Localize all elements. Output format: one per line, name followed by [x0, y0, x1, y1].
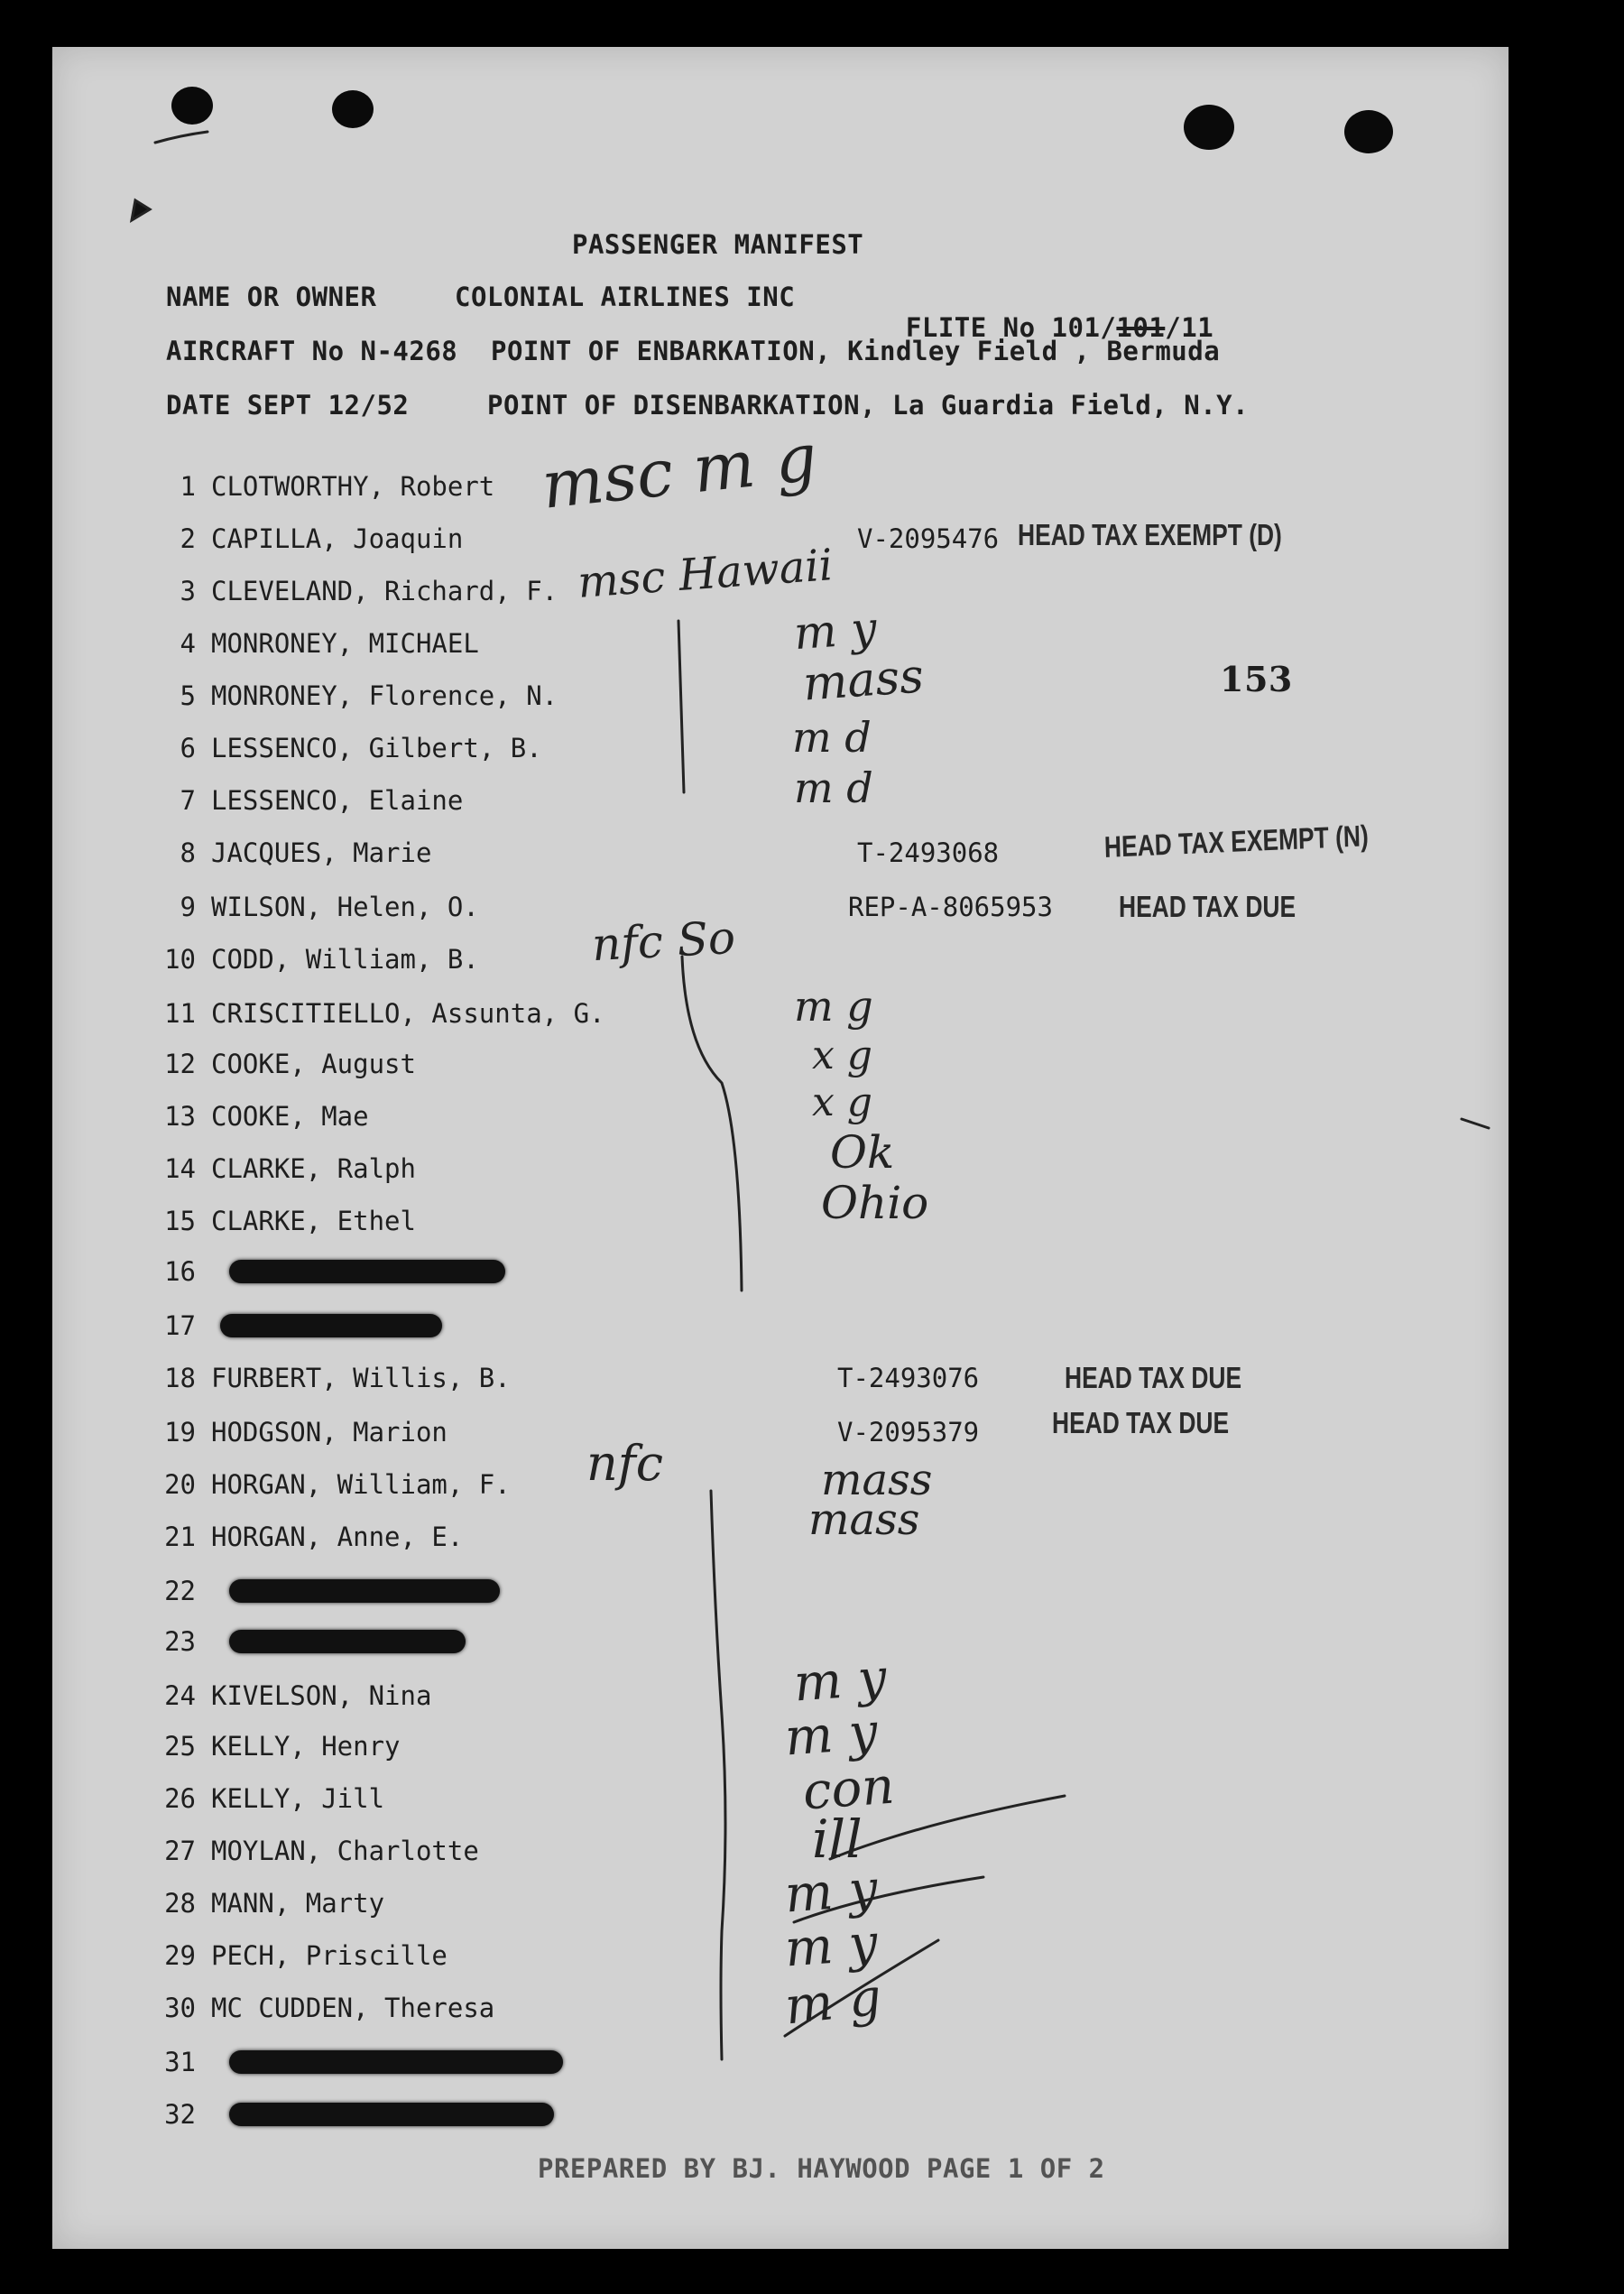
head-tax-stamp: HEAD TAX DUE [1065, 1361, 1242, 1394]
passenger-name: LESSENCO, Elaine [211, 785, 464, 816]
row-number: 20 [164, 1469, 196, 1500]
passenger-name: MOYLAN, Charlotte [211, 1836, 479, 1866]
row-number: 3 [180, 576, 196, 606]
row-number: 4 [180, 628, 196, 659]
row-number: 1 [180, 471, 196, 502]
handwritten-note: m d [794, 763, 873, 812]
passport-number: T-2493076 [837, 1363, 980, 1393]
handwritten-note: msc Hawaii [576, 540, 835, 608]
passenger-name: HODGSON, Marion [211, 1417, 448, 1448]
aircraft-number: AIRCRAFT No N-4268 [166, 336, 458, 366]
passenger-name: MONRONEY, Florence, N. [211, 680, 558, 711]
point-of-embarkation: POINT OF ENBARKATION, Kindley Field , Bermuda [491, 336, 1221, 366]
passenger-name: COOKE, Mae [211, 1101, 369, 1132]
owner-value: COLONIAL AIRLINES INC [455, 282, 796, 312]
row-number: 11 [164, 998, 196, 1029]
passenger-name: KIVELSON, Nina [211, 1680, 432, 1711]
page-number: 153 [1220, 659, 1293, 699]
passenger-name: CLEVELAND, Richard, F. [211, 576, 558, 606]
handwritten-note: m y [791, 1648, 889, 1714]
passenger-name: CRISCITIELLO, Assunta, G. [211, 998, 605, 1029]
row-number: 7 [180, 785, 196, 816]
handwritten-note: mass [801, 649, 926, 712]
handwritten-note: m g [781, 1967, 884, 2037]
handwritten-note: m y [792, 601, 879, 661]
passenger-name: PECH, Priscille [211, 1940, 448, 1971]
row-number: 15 [164, 1206, 196, 1236]
passenger-name: HORGAN, William, F. [211, 1469, 511, 1500]
point-of-disembarkation: POINT OF DISENBARKATION, La Guardia Field, N.Y. [487, 390, 1250, 421]
passenger-name: CODD, William, B. [211, 944, 479, 975]
passenger-name: JACQUES, Marie [211, 837, 432, 868]
row-number: 29 [164, 1940, 196, 1971]
row-number: 12 [164, 1049, 196, 1079]
row-number: 28 [164, 1888, 196, 1919]
passenger-name: MONRONEY, MICHAEL [211, 628, 479, 659]
handwritten-note: mass [821, 1455, 933, 1505]
handwritten-note: m d [792, 713, 872, 762]
row-number: 19 [164, 1417, 196, 1448]
row-number: 16 [164, 1256, 196, 1287]
row-number: 25 [164, 1731, 196, 1762]
passport-number: REP-A-8065953 [848, 892, 1053, 922]
passport-number: V-2095379 [837, 1417, 980, 1448]
passenger-name: WILSON, Helen, O. [211, 892, 479, 922]
flight-date: DATE SEPT 12/52 [166, 390, 410, 421]
handwritten-note: ill [812, 1808, 863, 1870]
passenger-name: COOKE, August [211, 1049, 416, 1079]
handwritten-note: msc m g [538, 419, 821, 523]
row-number: 27 [164, 1836, 196, 1866]
passenger-name: KELLY, Jill [211, 1783, 385, 1814]
handwritten-note: con [800, 1756, 897, 1822]
row-number: 17 [164, 1310, 196, 1341]
passenger-name: LESSENCO, Gilbert, B. [211, 733, 542, 763]
handwritten-note: Ohio [821, 1177, 929, 1229]
row-number: 13 [164, 1101, 196, 1132]
passenger-name: FURBERT, Willis, B. [211, 1363, 511, 1393]
handwritten-note: m g [794, 982, 873, 1031]
row-number: 2 [180, 523, 196, 554]
passenger-name: MANN, Marty [211, 1888, 385, 1919]
row-number: 23 [164, 1626, 196, 1657]
passenger-name: CAPILLA, Joaquin [211, 523, 464, 554]
row-number: 26 [164, 1783, 196, 1814]
handwritten-note: Ok [830, 1126, 895, 1179]
handwritten-note: nfc [586, 1435, 664, 1492]
row-number: 21 [164, 1522, 196, 1552]
handwritten-note: x g [812, 1032, 872, 1078]
flight-number-end: /11 [1165, 312, 1214, 343]
row-number: 24 [164, 1680, 196, 1711]
passport-number: V-2095476 [857, 523, 1000, 554]
flight-number-struck: 101 [1116, 312, 1166, 343]
passenger-name: CLARKE, Ethel [211, 1206, 416, 1236]
manifest-title: PASSENGER MANIFEST [572, 229, 864, 260]
passenger-name: CLOTWORTHY, Robert [211, 471, 495, 502]
row-number: 10 [164, 944, 196, 975]
passenger-name: CLARKE, Ralph [211, 1153, 416, 1184]
handwritten-note: x g [812, 1079, 872, 1125]
flight-number-start: FLITE No 101/ [905, 312, 1117, 343]
handwritten-note: nfc So [590, 911, 737, 972]
head-tax-stamp: HEAD TAX DUE [1119, 890, 1296, 923]
head-tax-stamp: HEAD TAX EXEMPT (N) [1103, 819, 1370, 864]
row-number: 5 [180, 680, 196, 711]
head-tax-stamp: HEAD TAX DUE [1052, 1406, 1230, 1439]
passenger-name: KELLY, Henry [211, 1731, 401, 1762]
row-number: 6 [180, 733, 196, 763]
handwritten-note: m y [782, 1859, 880, 1925]
row-number: 30 [164, 1993, 196, 2023]
passenger-name: HORGAN, Anne, E. [211, 1522, 464, 1552]
row-number: 18 [164, 1363, 196, 1393]
row-number: 22 [164, 1576, 196, 1606]
handwritten-note: mass [808, 1494, 920, 1545]
row-number: 31 [164, 2047, 196, 2077]
passenger-name: MC CUDDEN, Theresa [211, 1993, 495, 2023]
handwritten-note: m y [782, 1913, 880, 1979]
row-number: 9 [180, 892, 196, 922]
handwritten-note: m y [782, 1702, 880, 1768]
row-number: 8 [180, 837, 196, 868]
owner-label: NAME OR OWNER [166, 282, 377, 312]
head-tax-stamp: HEAD TAX EXEMPT (D) [1018, 518, 1282, 551]
passport-number: T-2493068 [857, 837, 1000, 868]
row-number: 14 [164, 1153, 196, 1184]
prepared-by-footer: PREPARED BY BJ. HAYWOOD PAGE 1 OF 2 [538, 2153, 1105, 2184]
row-number: 32 [164, 2099, 196, 2130]
